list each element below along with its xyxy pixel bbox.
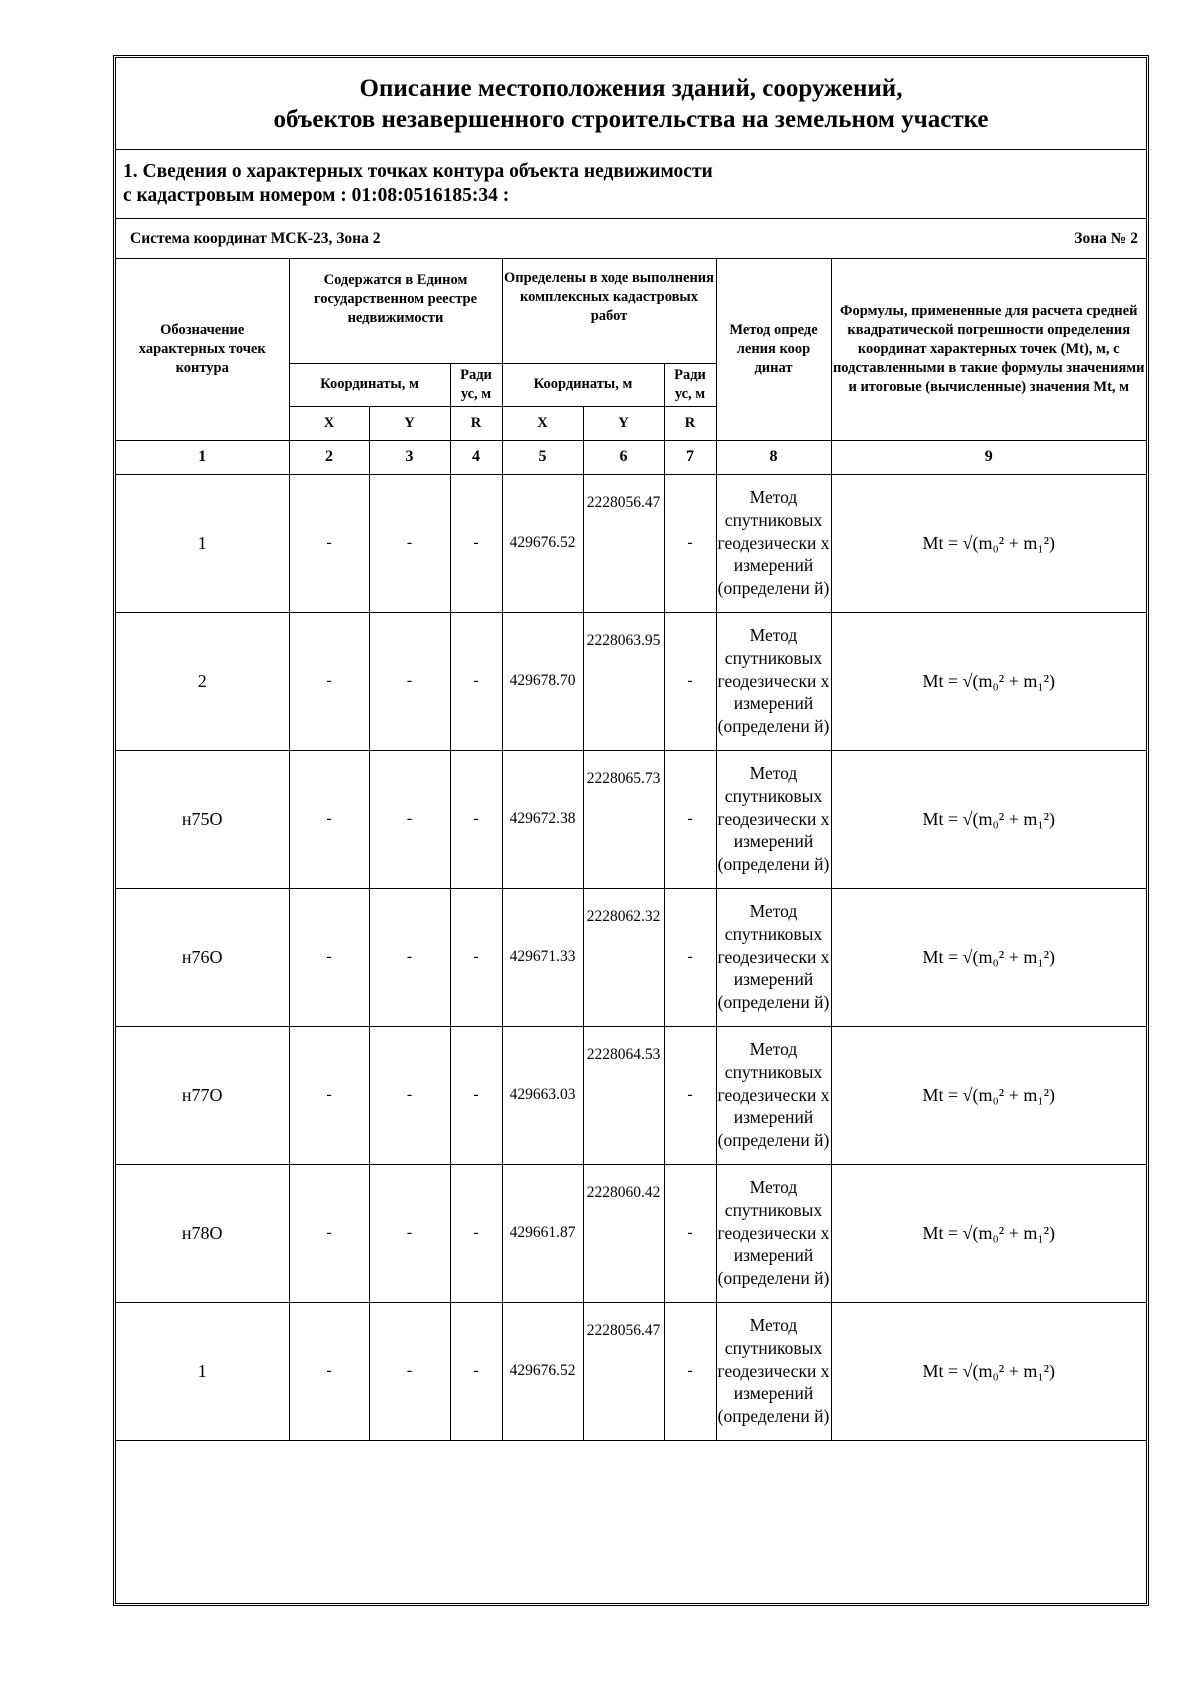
column-number: 4 (450, 440, 502, 474)
formula-cell: Mt = √(m₀² + m₁²) (831, 750, 1146, 888)
formula-cell: Mt = √(m₀² + m₁²) (831, 612, 1146, 750)
point-cell: н75О (116, 750, 289, 888)
y-cell: 2228062.32 (583, 888, 664, 1026)
r-cell: - (664, 1026, 716, 1164)
egrn-x-cell: - (289, 612, 369, 750)
formula-cell: Mt = √(m₀² + m₁²) (831, 888, 1146, 1026)
formula-cell: Mt = √(m₀² + m₁²) (831, 1302, 1146, 1440)
header-egrn-y: Y (369, 406, 450, 440)
document-title (116, 58, 1146, 150)
table-row (116, 1026, 1146, 1164)
egrn-x-cell: - (289, 750, 369, 888)
y-cell: 2228060.42 (583, 1164, 664, 1302)
y-cell: 2228064.53 (583, 1026, 664, 1164)
point-cell: 2 (116, 612, 289, 750)
header-det-radius: Ради ус, м (664, 363, 716, 406)
egrn-r-cell: - (450, 1164, 502, 1302)
points-table (116, 259, 1146, 1441)
section-line-2: с кадастровым номером : 01:08:0516185:34 : (123, 185, 510, 206)
table-row (116, 750, 1146, 888)
y-cell: 2228056.47 (583, 1302, 664, 1440)
egrn-r-cell: - (450, 612, 502, 750)
x-cell: 429661.87 (502, 1164, 583, 1302)
header-egrn-radius: Ради ус, м (450, 363, 502, 406)
r-cell: - (664, 888, 716, 1026)
header-egrn-r: R (450, 406, 502, 440)
table-row (116, 1302, 1146, 1440)
point-cell: н77О (116, 1026, 289, 1164)
egrn-y-cell: - (369, 1302, 450, 1440)
method-cell: Метод спутниковых геодезически х измерений (определени й) (716, 1164, 831, 1302)
egrn-x-cell: - (289, 1026, 369, 1164)
method-cell: Метод спутниковых геодезически х измерений (определени й) (716, 612, 831, 750)
r-cell: - (664, 1164, 716, 1302)
egrn-x-cell: - (289, 1302, 369, 1440)
r-cell: - (664, 750, 716, 888)
zone-label: Зона № 2 (1074, 229, 1138, 247)
column-number: 8 (716, 440, 831, 474)
header-egrn-coords: Координаты, м (289, 363, 450, 406)
column-numbers-row (116, 440, 1146, 474)
egrn-r-cell: - (450, 888, 502, 1026)
y-cell: 2228065.73 (583, 750, 664, 888)
formula-cell: Mt = √(m₀² + m₁²) (831, 1026, 1146, 1164)
y-cell: 2228063.95 (583, 612, 664, 750)
x-cell: 429676.52 (502, 1302, 583, 1440)
formula-cell: Mt = √(m₀² + m₁²) (831, 1164, 1146, 1302)
point-cell: н76О (116, 888, 289, 1026)
table-row (116, 474, 1146, 612)
coordinate-system-label: Система координат МСК-23, Зона 2 (130, 229, 381, 247)
method-cell: Метод спутниковых геодезически х измерений (определени й) (716, 750, 831, 888)
table-row (116, 888, 1146, 1026)
point-cell: 1 (116, 474, 289, 612)
section-heading (116, 150, 1146, 219)
document-frame (113, 55, 1149, 1606)
method-cell: Метод спутниковых геодезически х измерений (определени й) (716, 888, 831, 1026)
column-number: 1 (116, 440, 289, 474)
column-number: 5 (502, 440, 583, 474)
r-cell: - (664, 474, 716, 612)
x-cell: 429663.03 (502, 1026, 583, 1164)
column-number: 2 (289, 440, 369, 474)
egrn-x-cell: - (289, 474, 369, 612)
header-determined: Определены в ходе выполнения комплексных кадастровых работ (502, 259, 716, 363)
x-cell: 429672.38 (502, 750, 583, 888)
egrn-x-cell: - (289, 1164, 369, 1302)
table-row (116, 1164, 1146, 1302)
header-egrn: Содержатся в Едином государственном реестре недвижимости (289, 259, 502, 363)
egrn-y-cell: - (369, 474, 450, 612)
x-cell: 429678.70 (502, 612, 583, 750)
header-det-r: R (664, 406, 716, 440)
egrn-y-cell: - (369, 750, 450, 888)
section-line-1: 1. Сведения о характерных точках контура объекта недвижимости (123, 161, 713, 182)
method-cell: Метод спутниковых геодезически х измерений (определени й) (716, 1026, 831, 1164)
header-method: Метод опреде ления коор динат (716, 259, 831, 440)
egrn-x-cell: - (289, 888, 369, 1026)
r-cell: - (664, 1302, 716, 1440)
egrn-r-cell: - (450, 750, 502, 888)
title-line-1: Описание местоположения зданий, сооружений, (359, 74, 903, 102)
column-number: 9 (831, 440, 1146, 474)
x-cell: 429676.52 (502, 474, 583, 612)
point-cell: 1 (116, 1302, 289, 1440)
egrn-y-cell: - (369, 1164, 450, 1302)
column-number: 7 (664, 440, 716, 474)
header-formulas: Формулы, примененные для расчета средней квадратической погрешности определения координат характерных точек (Mt), м, с подставленными в такие формулы значениями и итоговые (вычисленные) значения Mt, м (831, 259, 1146, 440)
column-number: 6 (583, 440, 664, 474)
header-egrn-x: X (289, 406, 369, 440)
r-cell: - (664, 612, 716, 750)
y-cell: 2228056.47 (583, 474, 664, 612)
egrn-r-cell: - (450, 474, 502, 612)
egrn-y-cell: - (369, 1026, 450, 1164)
coordinate-system-row (116, 219, 1146, 259)
x-cell: 429671.33 (502, 888, 583, 1026)
formula-cell: Mt = √(m₀² + m₁²) (831, 474, 1146, 612)
title-line-2: объектов незавершенного строительства на земельном участке (273, 105, 989, 133)
header-point-designation: Обозначение характерных точек контура (116, 259, 289, 440)
method-cell: Метод спутниковых геодезически х измерений (определени й) (716, 1302, 831, 1440)
column-number: 3 (369, 440, 450, 474)
point-cell: н78О (116, 1164, 289, 1302)
egrn-r-cell: - (450, 1302, 502, 1440)
header-det-coords: Координаты, м (502, 363, 664, 406)
header-det-y: Y (583, 406, 664, 440)
egrn-y-cell: - (369, 888, 450, 1026)
egrn-r-cell: - (450, 1026, 502, 1164)
table-row (116, 612, 1146, 750)
header-det-x: X (502, 406, 583, 440)
egrn-y-cell: - (369, 612, 450, 750)
method-cell: Метод спутниковых геодезически х измерений (определени й) (716, 474, 831, 612)
